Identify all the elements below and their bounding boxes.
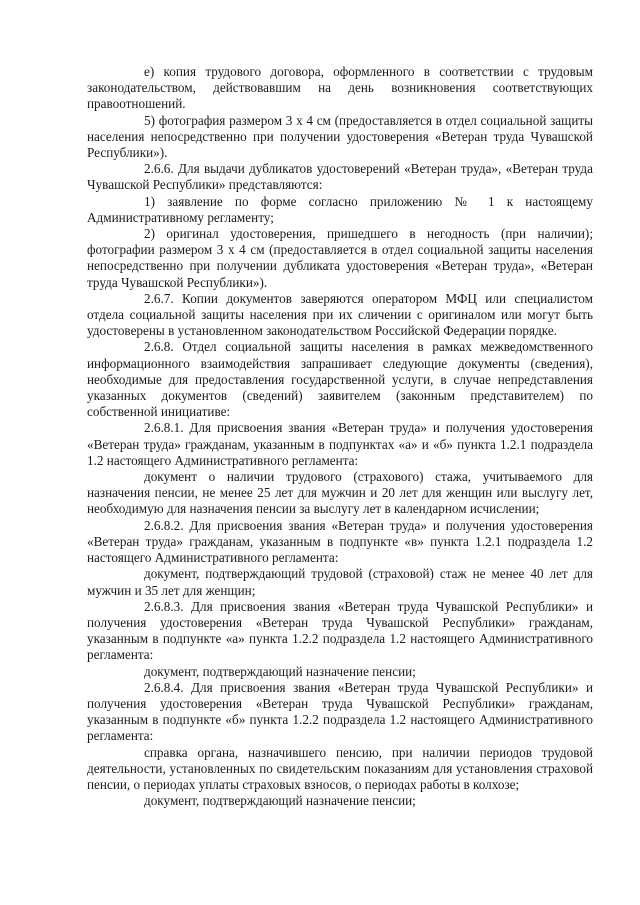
paragraph-2-6-8-4-certificate: справка органа, назначившего пенсию, при наличии периодов трудовой деятельности, установленных по свидетельским показаниям для установления страховой пенсии, о периодах уплаты страховых взносов, о периодах работы в колхозе; (87, 744, 593, 792)
paragraph-employment-contract: е) копия трудового договора, оформленного в соответствии с трудовым законодательством, действовавшим на день возникновения соответствующих правоотношений. (87, 64, 593, 112)
paragraph-2-6-8-3: 2.6.8.3. Для присвоения звания «Ветеран труда Чувашской Республики» и получения удостоверения «Ветеран труда Чувашской Республики» гражданам, указанным в подпункте «а» пункта 1.2.2 подраздела 1.2 настоящего Административного регламента: (87, 598, 593, 663)
paragraph-2-6-7: 2.6.7. Копии документов заверяются оператором МФЦ или специалистом отдела социальной защиты населения при их сличении с оригиналом или могут быть удостоверены в установленном законодательством Российской Федерации порядке. (87, 290, 593, 339)
paragraph-2-6-8-2: 2.6.8.2. Для присвоения звания «Ветеран труда» и получения удостоверения «Ветеран труда» гражданам, указанным в подпункте «в» пункта 1.2.1 подраздела 1.2 настоящего Административного регламента: (87, 517, 593, 566)
paragraph-2-6-8-2-document: документ, подтверждающий трудовой (страховой) стаж не менее 40 лет для мужчин и 35 лет для женщин; (87, 566, 593, 598)
paragraph-2-6-8-4: 2.6.8.4. Для присвоения звания «Ветеран труда Чувашской Республики» и получения удостоверения «Ветеран труда Чувашской Республики» гражданам, указанным в подпункте «б» пункта 1.2.2 подраздела 1.2 настоящего Административного регламента: (87, 679, 593, 744)
paragraph-2-6-8-4-document: документ, подтверждающий назначение пенсии; (144, 793, 416, 809)
paragraph-2-6-6-item-1: 1) заявление по форме согласно приложению № 1 к настоящему Административному регламенту; (87, 193, 593, 225)
document-body (87, 64, 593, 809)
paragraph-2-6-6-item-2: 2) оригинал удостоверения, пришедшего в негодность (при наличии); фотографии размером 3 х 4 см (предоставляется в отдел социальной защиты населения непосредственно при получении дубликата удостоверения «Ветеран труда», «Ветеран труда Чувашской Республики»). (87, 226, 593, 290)
paragraph-photo-requirement: 5) фотография размером 3 х 4 см (предоставляется в отдел социальной защиты населения непосредственно при получении удостоверения «Ветеран труда Чувашской Республики»). (87, 112, 593, 161)
paragraph-2-6-8: 2.6.8. Отдел социальной защиты населения в рамках межведомственного информационного взаимодействия запрашивает следующие документы (сведения), необходимые для предоставления государственной услуги, в случае непредставления указанных документов (сведений) заявителем (законным представителем) по собственной инициативе: (87, 339, 593, 420)
paragraph-2-6-6: 2.6.6. Для выдачи дубликатов удостоверений «Ветеран труда», «Ветеран труда Чувашской Республики» представляются: (87, 161, 593, 193)
paragraph-2-6-8-1-document: документ о наличии трудового (страхового) стажа, учитываемого для назначения пенсии, не менее 25 лет для мужчин и 20 лет для женщин или выслугу лет, необходимую для назначения пенсии за выслугу лет в календарном исчислении; (87, 469, 593, 517)
paragraph-2-6-8-3-document: документ, подтверждающий назначение пенсии; (144, 663, 416, 679)
paragraph-2-6-8-1: 2.6.8.1. Для присвоения звания «Ветеран труда» и получения удостоверения «Ветеран труда» гражданам, указанным в подпунктах «а» и «б» пункта 1.2.1 подраздела 1.2 настоящего Административного регламента: (87, 420, 593, 468)
